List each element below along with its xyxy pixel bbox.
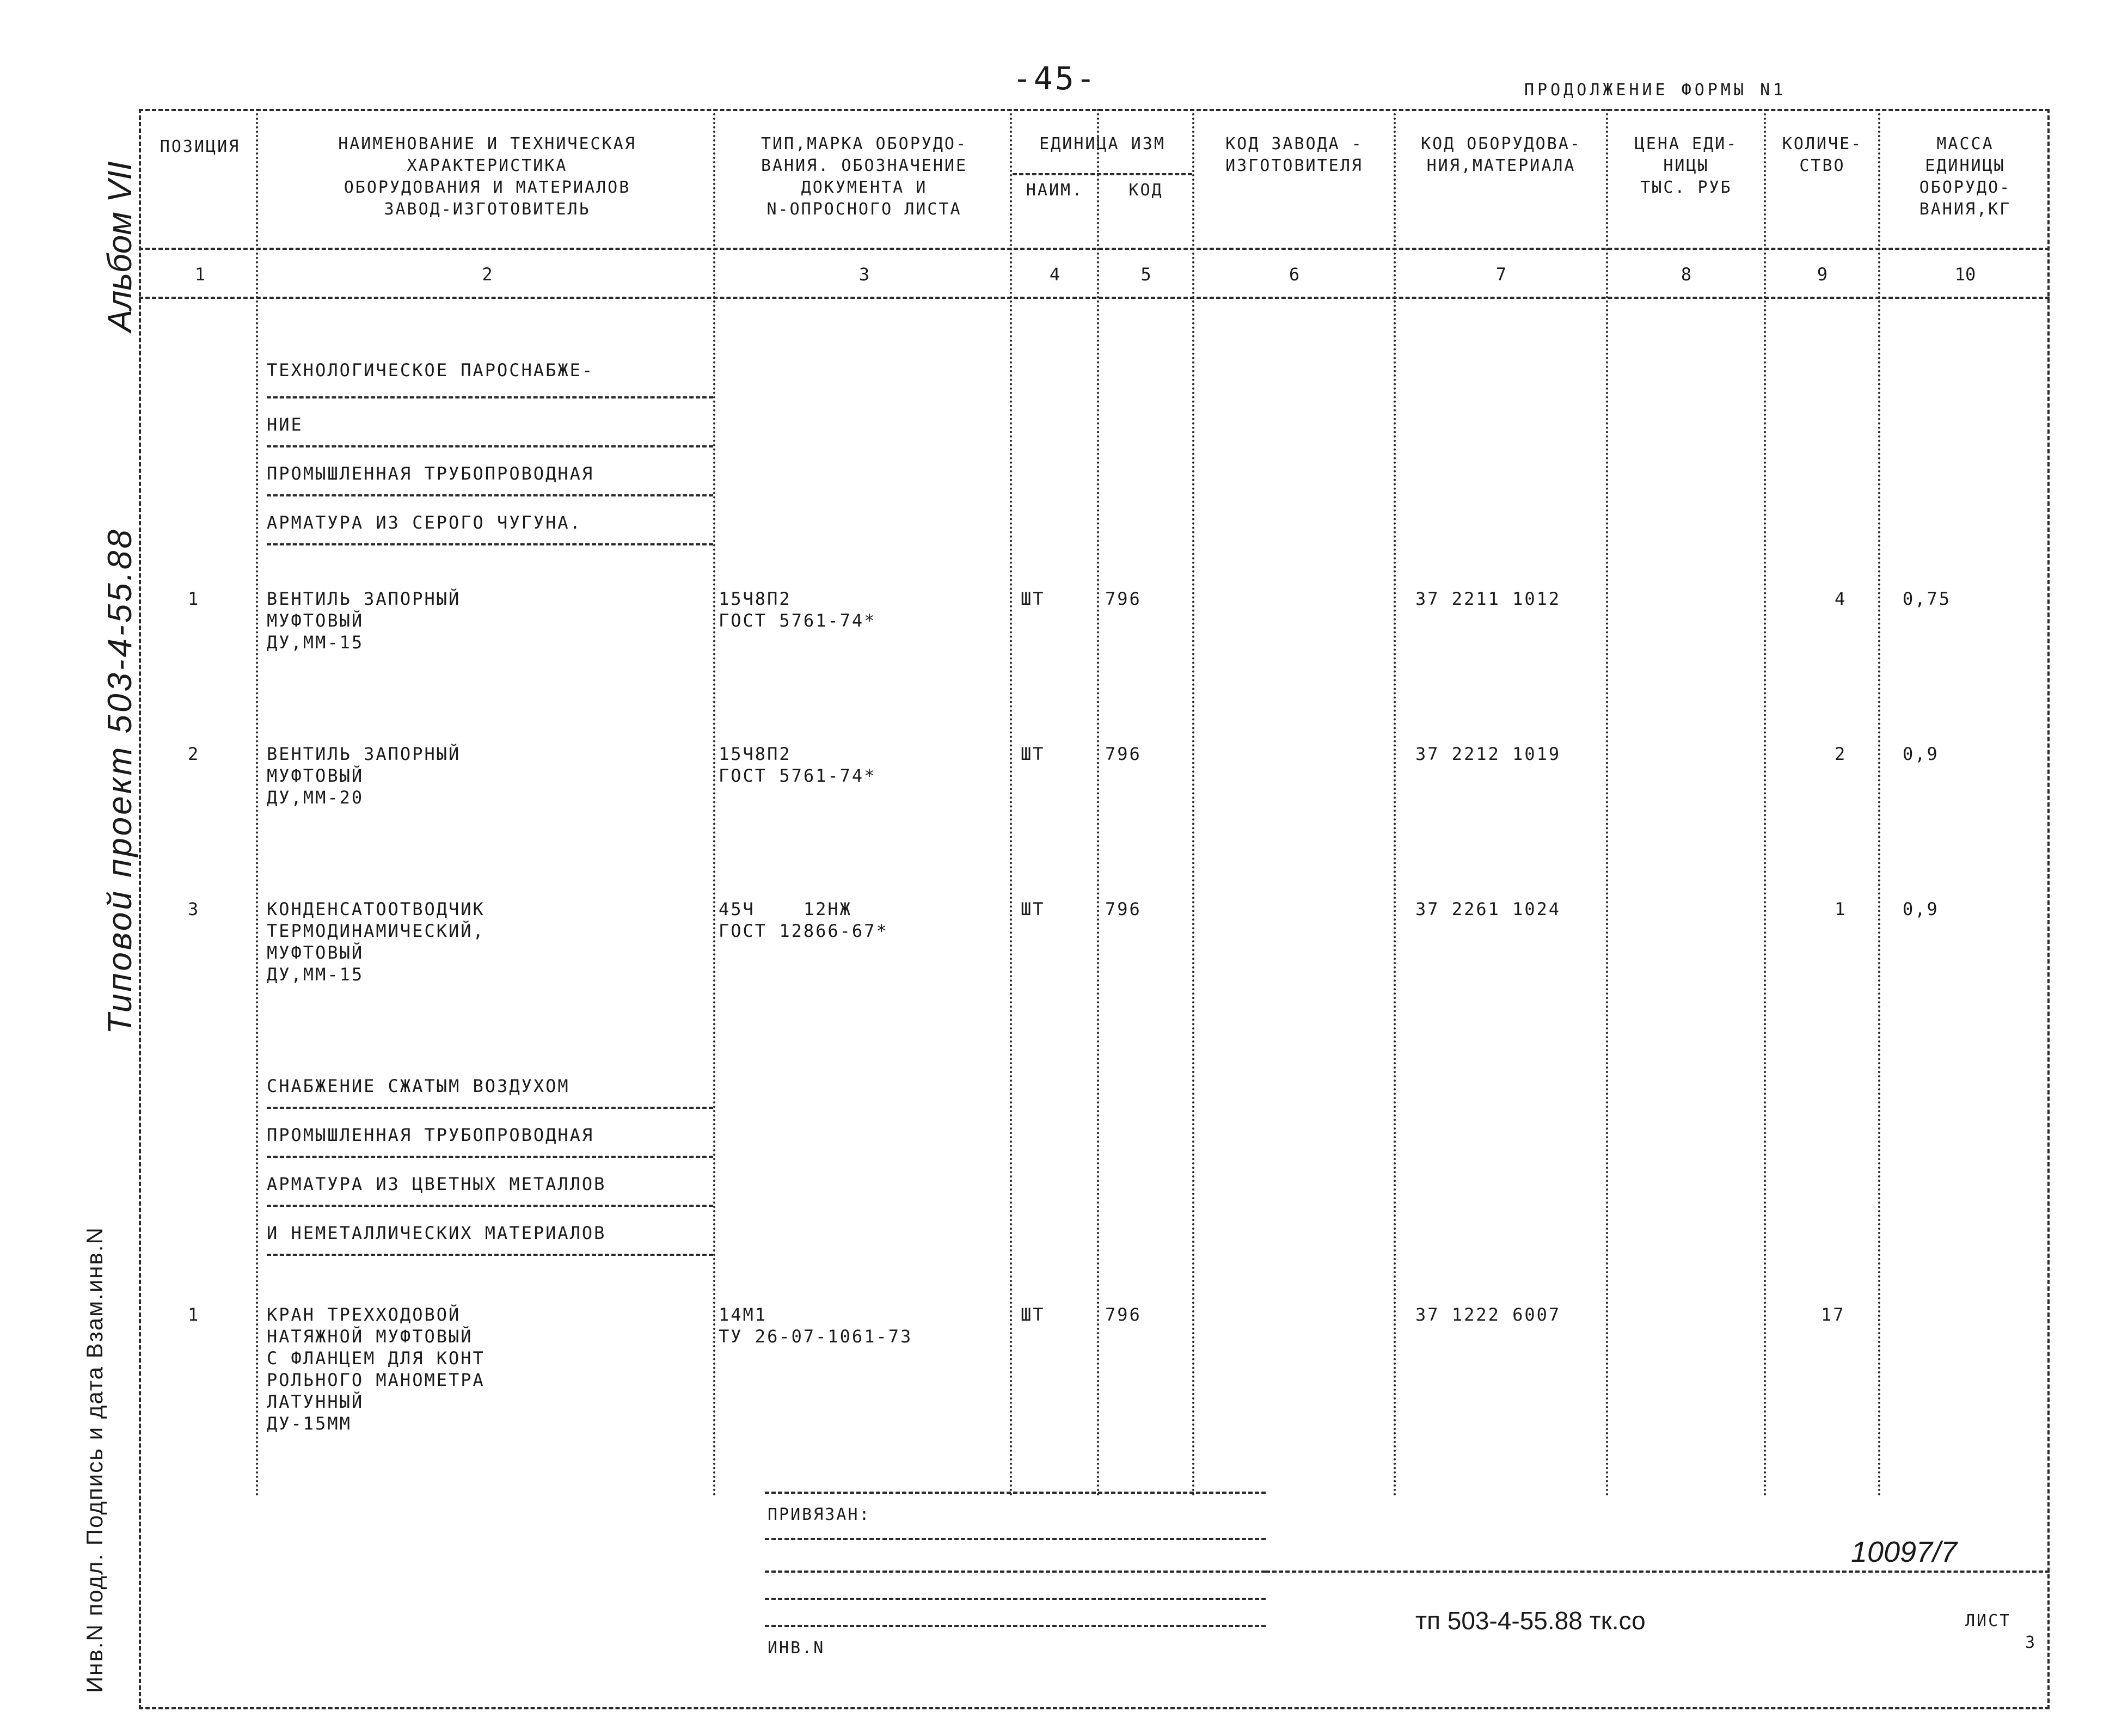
row-unit-code: 796 <box>1105 588 1142 609</box>
col-divider <box>1764 109 1766 1497</box>
group-title: И НЕМЕТАЛЛИЧЕСКИХ МАТЕРИАЛОВ <box>267 1223 606 1243</box>
title-block-line <box>765 1571 1266 1573</box>
col-number: 5 <box>1140 264 1151 285</box>
row-type: 45Ч 12НЖ ГОСТ 12866-67* <box>719 899 888 941</box>
continuation-note: ПРОДОЛЖЕНИЕ ФОРМЫ N1 <box>1524 81 1787 100</box>
col-number: 2 <box>482 264 493 285</box>
row-name: ВЕНТИЛЬ ЗАПОРНЫЙ МУФТОВЫЙ ДУ,ММ-20 <box>267 744 461 808</box>
row-mass: 0,75 <box>1903 588 1952 609</box>
group-underline <box>267 1205 713 1207</box>
row-mass: 0,9 <box>1903 744 1939 764</box>
row-quantity: 17 <box>1821 1304 1845 1325</box>
col-number: 8 <box>1681 264 1692 285</box>
header-material-code: КОД ОБОРУДОВА- НИЯ,МАТЕРИАЛА <box>1421 134 1581 175</box>
col-divider <box>1192 109 1194 1497</box>
group-underline <box>267 1107 713 1109</box>
col-number: 10 <box>1954 264 1976 285</box>
page-number: -45- <box>1013 60 1097 97</box>
group-title: АРМАТУРА ИЗ ЦВЕТНЫХ МЕТАЛЛОВ <box>267 1174 606 1194</box>
col-number: 3 <box>858 264 870 285</box>
title-block-line <box>765 1538 1266 1540</box>
group-title: ТЕХНОЛОГИЧЕСКОЕ ПАРОСНАБЖЕ- <box>267 360 594 381</box>
col-number: 1 <box>194 264 206 285</box>
row-position: 1 <box>188 588 200 609</box>
col-divider <box>256 109 258 1497</box>
row-unit: ШТ <box>1021 744 1045 764</box>
group-underline <box>267 1254 713 1256</box>
row-name: КОНДЕНСАТООТВОДЧИК ТЕРМОДИНАМИЧЕСКИЙ, МУФТОВЫЙ ДУ,ММ-15 <box>267 899 485 985</box>
row-name: ВЕНТИЛЬ ЗАПОРНЫЙ МУФТОВЫЙ ДУ,ММ-15 <box>267 588 461 653</box>
title-block-line <box>765 1625 1266 1627</box>
unit-subdivider <box>1013 173 1192 175</box>
col-number: 7 <box>1495 264 1507 285</box>
header-mass: МАССА ЕДИНИЦЫ ОБОРУДО- ВАНИЯ,КГ <box>1919 134 2011 219</box>
col-divider <box>1394 109 1396 1497</box>
sheet-number: 3 <box>2025 1633 2035 1652</box>
col-divider <box>1606 109 1608 1497</box>
row-material-code: 37 1222 6007 <box>1415 1304 1561 1325</box>
col-number: 6 <box>1289 264 1300 285</box>
header-type: ТИП,МАРКА ОБОРУДО- ВАНИЯ. ОБОЗНАЧЕНИЕ ДОКУМЕНТА И N-ОПРОСНОГО ЛИСТА <box>761 134 968 219</box>
header-price: ЦЕНА ЕДИ- НИЦЫ ТЫС. РУБ <box>1634 134 1738 197</box>
row-unit-code: 796 <box>1105 1304 1142 1325</box>
col-number: 9 <box>1817 264 1828 285</box>
group-title: НИЕ <box>267 414 303 435</box>
header-factory-code: КОД ЗАВОДА - ИЗГОТОВИТЕЛЯ <box>1225 134 1363 175</box>
row-name: КРАН ТРЕХХОДОВОЙ НАТЯЖНОЙ МУФТОВЫЙ С ФЛАНЦЕМ ДЛЯ КОНТ РОЛЬНОГО МАНОМЕТРА ЛАТУННЫЙ ДУ-15ММ <box>267 1304 485 1434</box>
row-unit: ШТ <box>1021 899 1045 919</box>
header-name: НАИМЕНОВАНИЕ И ТЕХНИЧЕСКАЯ ХАРАКТЕРИСТИКА ОБОРУДОВАНИЯ И МАТЕРИАЛОВ ЗАВОД-ИЗГОТОВИТЕЛЬ <box>338 134 636 219</box>
row-position: 3 <box>188 899 200 919</box>
group-underline <box>267 445 713 447</box>
row-position: 1 <box>188 1304 200 1325</box>
header-position: ПОЗИЦИЯ <box>160 137 241 156</box>
row-unit-code: 796 <box>1105 744 1142 764</box>
row-unit: ШТ <box>1021 588 1045 609</box>
header-unit-name: НАИМ. <box>1026 181 1084 200</box>
row-unit: ШТ <box>1021 1304 1045 1325</box>
row-type: 14М1 ТУ 26-07-1061-73 <box>719 1304 913 1347</box>
group-underline <box>267 396 713 398</box>
row-type: 15Ч8П2 ГОСТ 5761-74* <box>719 744 876 786</box>
row-unit-code: 796 <box>1105 899 1142 919</box>
group-title: СНАБЖЕНИЕ СЖАТЫМ ВОЗДУХОМ <box>267 1076 570 1096</box>
col-divider <box>713 109 715 1497</box>
row-mass: 0,9 <box>1903 899 1939 919</box>
attached-label: ПРИВЯЗАН: <box>768 1505 871 1524</box>
group-underline <box>267 494 713 496</box>
album-label: Альбом VII <box>101 161 139 332</box>
row-quantity: 2 <box>1835 744 1847 764</box>
approval-stamp-label: Инв.N подл. Подпись и дата Взам.инв.N <box>82 1226 107 1693</box>
row-quantity: 4 <box>1835 588 1847 609</box>
col-number: 4 <box>1049 264 1060 285</box>
row-material-code: 37 2212 1019 <box>1415 744 1561 764</box>
column-number-divider <box>139 297 2050 299</box>
col-divider <box>1010 109 1012 1497</box>
sheet-label: ЛИСТ <box>1965 1611 2011 1630</box>
row-type: 15Ч8П2 ГОСТ 5761-74* <box>719 588 876 631</box>
group-title: ПРОМЫШЛЕННАЯ ТРУБОПРОВОДНАЯ <box>267 463 594 484</box>
sheet-code: тп 503-4-55.88 тк.со <box>1415 1606 1646 1635</box>
row-material-code: 37 2261 1024 <box>1415 899 1561 919</box>
title-block-line <box>1266 1571 2050 1573</box>
col-divider <box>1097 109 1099 1497</box>
col-divider <box>1878 109 1880 1497</box>
project-label: Типовой проект 503-4-55.88 <box>101 527 139 1034</box>
header-quantity: КОЛИЧЕ- СТВО <box>1782 134 1863 175</box>
title-block-line <box>765 1598 1266 1600</box>
inventory-label: ИНВ.N <box>768 1639 825 1658</box>
group-underline <box>267 543 713 545</box>
row-position: 2 <box>188 744 200 764</box>
header-divider <box>139 248 2050 250</box>
handwritten-inventory-note: 10097/7 <box>1851 1536 1958 1568</box>
group-title: ПРОМЫШЛЕННАЯ ТРУБОПРОВОДНАЯ <box>267 1125 594 1145</box>
header-unit-code: КОД <box>1129 181 1163 200</box>
row-quantity: 1 <box>1835 899 1847 919</box>
header-unit: ЕДИНИЦА ИЗМ <box>1039 134 1166 154</box>
title-block-top <box>765 1492 1266 1494</box>
row-material-code: 37 2211 1012 <box>1415 588 1561 609</box>
group-title: АРМАТУРА ИЗ СЕРОГО ЧУГУНА. <box>267 512 582 533</box>
group-underline <box>267 1156 713 1158</box>
